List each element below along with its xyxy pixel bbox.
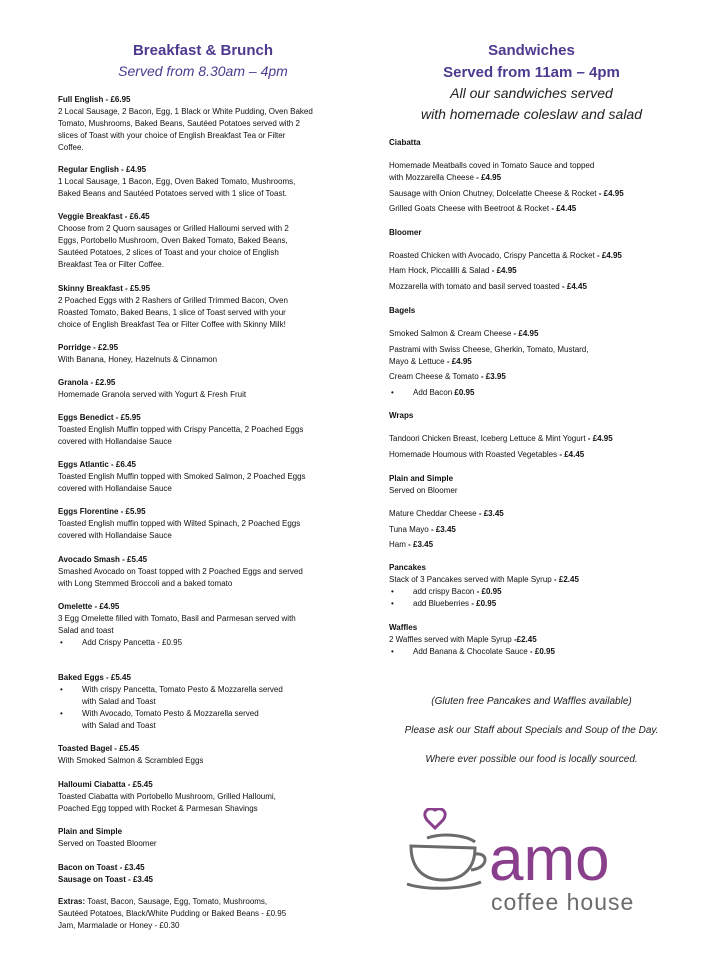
list-item: with Mozzarella Cheese - £4.95 xyxy=(389,173,502,182)
menu-item xyxy=(58,342,348,366)
item-desc: Jam, Marmalade or Honey - £0.30 xyxy=(58,921,180,930)
item-desc: Toast, Bacon, Sausage, Egg, Tomato, Mushrooms, xyxy=(87,897,268,906)
item-desc: Sautéed Potatoes, Black/White Pudding or Baked Beans - £0.95 xyxy=(58,909,287,918)
list-item-bullet: • Add Bacon £0.95 xyxy=(389,387,674,399)
section-pancakes: Pancakes xyxy=(389,563,426,572)
item-title: Halloumi Ciabatta - £5.45 xyxy=(58,780,153,789)
list-item: Pastrami with Swiss Cheese, Gherkin, Tomato, Mustard, xyxy=(389,345,589,354)
list-item: Stack of 3 Pancakes served with Maple Syrup - £2.45 xyxy=(389,575,579,584)
item-desc: Breakfast Tea or Filter Coffee. xyxy=(58,260,164,269)
list-item: Tuna Mayo - £3.45 xyxy=(389,525,456,534)
item-desc: Toasted Ciabatta with Portobello Mushroom, Grilled Halloumi, xyxy=(58,792,276,801)
menu-item xyxy=(58,377,348,401)
item-desc: 3 Egg Omelette filled with Tomato, Basil and Parmesan served with xyxy=(58,614,296,623)
sandwiches-intro-1: All our sandwiches served xyxy=(450,85,613,101)
item-bullet: • Add Crispy Pancetta - £0.95 xyxy=(58,637,348,649)
logo-tagline: coffee house xyxy=(491,889,635,915)
item-desc: Toasted English Muffin topped with Crispy Pancetta, 2 Poached Eggs xyxy=(58,425,304,434)
item-desc: Baked Beans and Sautéed Potatoes served with 1 slice of Toast. xyxy=(58,189,287,198)
item-title: Bacon on Toast - £3.45 xyxy=(58,863,145,872)
item-desc: 2 Poached Eggs with 2 Rashers of Grilled Trimmed Bacon, Oven xyxy=(58,296,288,305)
item-title: Full English - £6.95 xyxy=(58,95,131,104)
menu-item xyxy=(58,506,348,542)
item-desc: choice of English Breakfast Tea or Filter Coffee with Skinny Milk! xyxy=(58,320,286,329)
list-item: Tandoori Chicken Breast, Iceberg Lettuce & Mint Yogurt - £4.95 xyxy=(389,434,613,443)
item-title: Eggs Atlantic - £6.45 xyxy=(58,460,136,469)
list-item: Homemade Meatballs coved in Tomato Sauce and topped xyxy=(389,161,595,170)
breakfast-subtitle: Served from 8.30am – 4pm xyxy=(118,63,288,79)
menu-item xyxy=(58,283,348,331)
menu-item xyxy=(58,601,348,649)
item-title: Regular English - £4.95 xyxy=(58,165,147,174)
item-desc: Sautéed Potatoes, 2 slices of Toast and your choice of English xyxy=(58,248,279,257)
menu-item xyxy=(58,94,348,154)
item-bullet: • With Avocado, Tomato Pesto & Mozzarella served xyxy=(58,708,348,720)
item-desc: covered with Hollandaise Sauce xyxy=(58,531,172,540)
item-bullet: • With crispy Pancetta, Tomato Pesto & Mozzarella served xyxy=(58,684,348,696)
section-plain: Plain and Simple xyxy=(389,474,454,483)
item-bullet-cont: with Salad and Toast xyxy=(82,697,156,706)
item-title: Extras: xyxy=(58,897,86,906)
list-item: Mozzarella with tomato and basil served toasted - £4.45 xyxy=(389,282,587,291)
item-title: Omelette - £4.95 xyxy=(58,602,120,611)
list-item: Ham Hock, Piccalilli & Salad - £4.95 xyxy=(389,266,517,275)
section-ciabatta: Ciabatta xyxy=(389,138,421,147)
item-desc: Homemade Granola served with Yogurt & Fresh Fruit xyxy=(58,390,247,399)
item-desc: Smashed Avocado on Toast topped with 2 Poached Eggs and served xyxy=(58,567,303,576)
item-desc: Choose from 2 Quorn sausages or Grilled Halloumi served with 2 xyxy=(58,224,289,233)
item-title: Porridge - £2.95 xyxy=(58,343,119,352)
item-desc: Served on Toasted Bloomer xyxy=(58,839,157,848)
item-title: Baked Eggs - £5.45 xyxy=(58,673,131,682)
section-bloomer: Bloomer xyxy=(389,228,422,237)
item-desc: Eggs, Portobello Mushroom, Oven Baked Tomato, Baked Beans, xyxy=(58,236,288,245)
menu-item xyxy=(58,164,348,200)
list-item: 2 Waffles served with Maple Syrup -£2.45 xyxy=(389,635,537,644)
section-bagels: Bagels xyxy=(389,306,416,315)
item-desc: Coffee. xyxy=(58,143,84,152)
item-desc: With Banana, Honey, Hazelnuts & Cinnamon xyxy=(58,355,218,364)
note-specials: Please ask our Staff about Specials and Soup of the Day. xyxy=(404,725,659,736)
item-desc: Tomato, Mushrooms, Baked Beans, Sautéed Potatoes served with 2 xyxy=(58,119,300,128)
list-item: Mayo & Lettuce - £4.95 xyxy=(389,357,472,366)
menu-item xyxy=(58,672,348,732)
item-title: Eggs Florentine - £5.95 xyxy=(58,507,146,516)
list-item: Ham - £3.45 xyxy=(389,540,434,549)
item-title: Skinny Breakfast - £5.95 xyxy=(58,284,151,293)
list-item: Homemade Houmous with Roasted Vegetables - £4.45 xyxy=(389,450,585,459)
item-desc: with Long Stemmed Broccoli and a baked tomato xyxy=(58,579,233,588)
menu-item xyxy=(58,211,348,271)
note-gluten-free: (Gluten free Pancakes and Waffles available) xyxy=(431,696,632,707)
item-desc: Poached Egg topped with Rocket & Parmesan Shavings xyxy=(58,804,258,813)
list-item: Sausage with Onion Chutney, Dolcelatte Cheese & Rocket - £4.95 xyxy=(389,189,624,198)
coffee-cup-icon xyxy=(405,808,655,918)
section-wraps: Wraps xyxy=(389,411,414,420)
sandwiches-subtitle: Served from 11am – 4pm xyxy=(443,64,620,81)
sandwiches-title: Sandwiches xyxy=(488,42,575,59)
item-desc: covered with Hollandaise Sauce xyxy=(58,484,172,493)
logo-word: amo xyxy=(489,825,610,894)
item-title: Granola - £2.95 xyxy=(58,378,116,387)
list-item-bullet: • Add Banana & Chocolate Sauce - £0.95 xyxy=(389,646,674,658)
sandwiches-intro-2: with homemade coleslaw and salad xyxy=(420,106,642,122)
list-item: Smoked Salmon & Cream Cheese - £4.95 xyxy=(389,329,539,338)
menu-item xyxy=(58,459,348,495)
item-desc: Toasted English Muffin topped with Smoked Salmon, 2 Poached Eggs xyxy=(58,472,306,481)
item-title: Veggie Breakfast - £6.45 xyxy=(58,212,150,221)
item-desc: 2 Local Sausage, 2 Bacon, Egg, 1 Black or White Pudding, Oven Baked xyxy=(58,107,313,116)
item-title: Sausage on Toast - £3.45 xyxy=(58,875,153,884)
list-item: Mature Cheddar Cheese - £3.45 xyxy=(389,509,504,518)
section-waffles: Waffles xyxy=(389,623,418,632)
menu-item xyxy=(58,554,348,590)
list-item: Cream Cheese & Tomato - £3.95 xyxy=(389,372,506,381)
item-desc: With Smoked Salmon & Scrambled Eggs xyxy=(58,756,204,765)
note-local: Where ever possible our food is locally sourced. xyxy=(425,754,638,765)
list-item: Grilled Goats Cheese with Beetroot & Rocket - £4.45 xyxy=(389,204,577,213)
amo-logo xyxy=(405,808,655,918)
list-item-bullet: • add Blueberries - £0.95 xyxy=(389,598,674,610)
menu-item xyxy=(58,826,348,850)
menu-item xyxy=(58,779,348,815)
list-item-bullet: • add crispy Bacon - £0.95 xyxy=(389,586,674,598)
menu-item xyxy=(58,743,348,767)
item-title: Plain and Simple xyxy=(58,827,123,836)
section-plain-sub: Served on Bloomer xyxy=(389,486,458,495)
item-title: Toasted Bagel - £5.45 xyxy=(58,744,140,753)
menu-item xyxy=(58,862,348,886)
list-item: Roasted Chicken with Avocado, Crispy Pancetta & Rocket - £4.95 xyxy=(389,251,622,260)
item-desc: covered with Hollandaise Sauce xyxy=(58,437,172,446)
item-title: Avocado Smash - £5.45 xyxy=(58,555,148,564)
item-desc: 1 Local Sausage, 1 Bacon, Egg, Oven Baked Tomato, Mushrooms, xyxy=(58,177,296,186)
item-desc: Roasted Tomato, Baked Beans, 1 slice of Toast served with your xyxy=(58,308,286,317)
breakfast-title: Breakfast & Brunch xyxy=(132,42,274,59)
item-bullet-cont: with Salad and Toast xyxy=(82,721,156,730)
item-desc: Salad and toast xyxy=(58,626,114,635)
item-desc: Toasted English muffin topped with Wilted Spinach, 2 Poached Eggs xyxy=(58,519,301,528)
item-desc: slices of Toast with your choice of English Breakfast Tea or Filter xyxy=(58,131,286,140)
item-title: Eggs Benedict - £5.95 xyxy=(58,413,141,422)
menu-item-extras xyxy=(58,896,348,932)
menu-item xyxy=(58,412,348,448)
